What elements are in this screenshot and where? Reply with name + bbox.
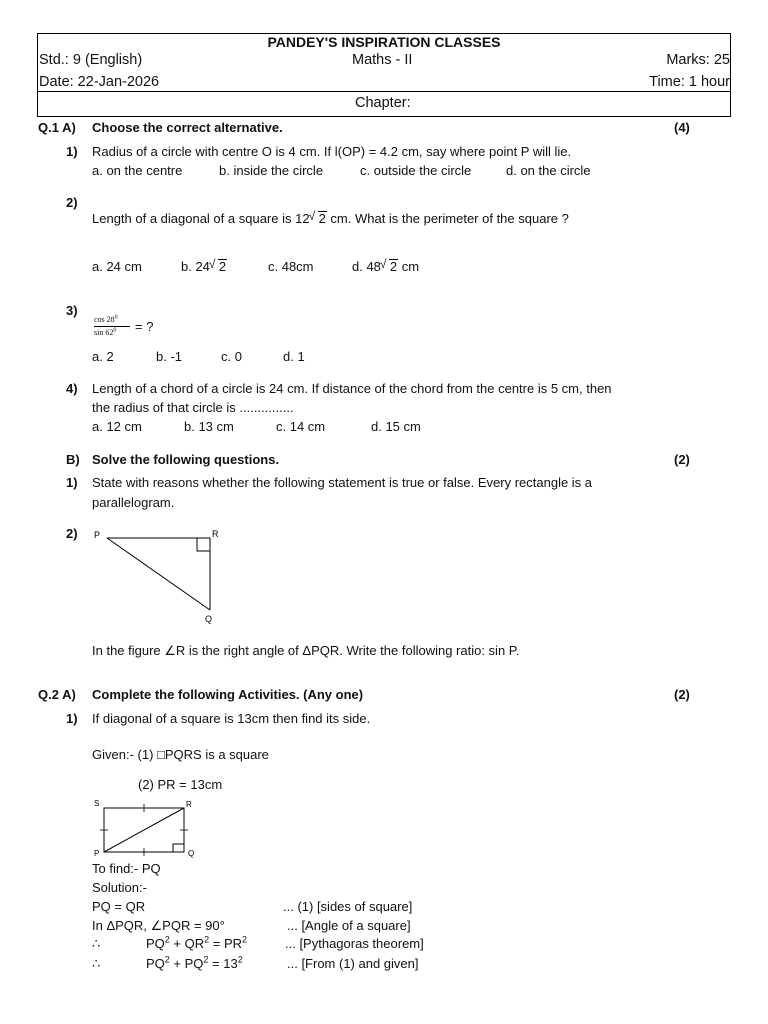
question-text: Radius of a circle with centre O is 4 cm. If l(OP) = 4.2 cm, say where point P will lie. <box>92 144 572 159</box>
option-a: a. on the centre <box>92 163 183 178</box>
vertex-label-q: Q <box>205 614 213 624</box>
option-b: b. -1 <box>156 349 183 364</box>
therefore-symbol: ∴ <box>92 956 101 971</box>
option-b: b. 24√ 2 <box>181 259 227 274</box>
to-find: To find:- PQ <box>92 861 161 876</box>
sqrt-symbol: √ 2 <box>318 211 327 226</box>
option-d: d. 1 <box>283 349 305 364</box>
q2a-label: Q.2 A) <box>38 687 76 702</box>
step-3-reason: ... [Pythagoras theorem] <box>285 936 424 951</box>
header-divider <box>37 91 731 92</box>
question-text: Length of a chord of a circle is 24 cm. If distance of the chord from the centre is 5 cm, then <box>92 381 612 396</box>
step-1-left: PQ = QR <box>92 899 146 914</box>
step-2-left: In ΔPQR, ∠PQR = 90° <box>92 918 225 933</box>
chapter: Chapter: <box>355 95 411 111</box>
question-number: 1) <box>66 711 78 726</box>
time: Time: 1 hour <box>649 74 730 90</box>
q2a-marks: (2) <box>674 687 690 702</box>
subject: Maths - II <box>352 52 413 68</box>
question-text: If diagonal of a square is 13cm then find its side. <box>92 711 371 726</box>
q1a-title: Choose the correct alternative. <box>92 120 283 135</box>
step-4-equation: $PQ^2 + PQ^2 = 13^2$ <box>146 954 243 971</box>
vertex-label-r: R <box>212 529 219 539</box>
question-number: 3) <box>66 303 78 318</box>
given-line-1: Given:- (1) □PQRS is a square <box>92 747 269 762</box>
option-d: d. on the circle <box>506 163 591 178</box>
therefore-symbol: ∴ <box>92 936 101 951</box>
option-b: b. 13 cm <box>184 419 234 434</box>
vertex-label-s: S <box>94 799 100 808</box>
question-number: 2) <box>66 526 78 541</box>
question-number: 4) <box>66 381 78 396</box>
question-text: Length of a diagonal of a square is 12√ 2 cm. What is the perimeter of the square ? <box>92 211 569 226</box>
option-a: a. 24 cm <box>92 259 142 274</box>
vertex-label-p: P <box>94 530 101 540</box>
trig-fraction: $\cos 28^0$ $\sin 62^0$ <box>94 316 130 337</box>
q2a-title: Complete the following Activities. (Any one) <box>92 687 364 702</box>
question-text: State with reasons whether the following statement is true or false. Every rectangle is a <box>92 475 593 490</box>
step-2-reason: ... [Angle of a square] <box>287 918 411 933</box>
vertex-label-p: P <box>94 849 100 858</box>
standard: Std.: 9 (English) <box>39 52 143 68</box>
square-pqrs-figure <box>90 796 210 862</box>
q1a-marks: (4) <box>674 120 690 135</box>
triangle-pqr-figure <box>90 524 230 628</box>
marks: Marks: 25 <box>666 52 730 68</box>
option-a: a. 12 cm <box>92 419 142 434</box>
q1b-title: Solve the following questions. <box>92 452 280 467</box>
step-1-reason: ... (1) [sides of square] <box>283 899 413 914</box>
q1b-label: B) <box>66 452 80 467</box>
step-4-reason: ... [From (1) and given] <box>287 956 419 971</box>
option-c: c. 14 cm <box>276 419 326 434</box>
given-line-2: (2) PR = 13cm <box>138 777 223 792</box>
question-text: In the figure ∠R is the right angle of ΔPQR. Write the following ratio: sin P. <box>92 643 520 658</box>
q1a-label: Q.1 A) <box>38 120 76 135</box>
option-c: c. 0 <box>221 349 242 364</box>
solution-heading: Solution:- <box>92 880 147 895</box>
question-text-cont: parallelogram. <box>92 495 175 510</box>
option-d: d. 48√ 2 cm <box>352 259 419 274</box>
equals-question: = ? <box>135 319 154 334</box>
date: Date: 22-Jan-2026 <box>39 74 160 90</box>
option-d: d. 15 cm <box>371 419 421 434</box>
question-number: 2) <box>66 195 78 210</box>
question-number: 1) <box>66 144 78 159</box>
step-3-equation: $PQ^2 + QR^2 = PR^2$ <box>146 934 248 951</box>
vertex-label-r: R <box>186 800 192 809</box>
option-b: b. inside the circle <box>219 163 324 178</box>
q1b-marks: (2) <box>674 452 690 467</box>
option-a: a. 2 <box>92 349 114 364</box>
institute-name: PANDEY'S INSPIRATION CLASSES <box>267 34 501 50</box>
option-c: c. outside the circle <box>360 163 472 178</box>
vertex-label-q: Q <box>188 849 195 858</box>
question-number: 1) <box>66 475 78 490</box>
question-text-cont: the radius of that circle is ............... <box>92 400 294 415</box>
option-c: c. 48cm <box>268 259 314 274</box>
